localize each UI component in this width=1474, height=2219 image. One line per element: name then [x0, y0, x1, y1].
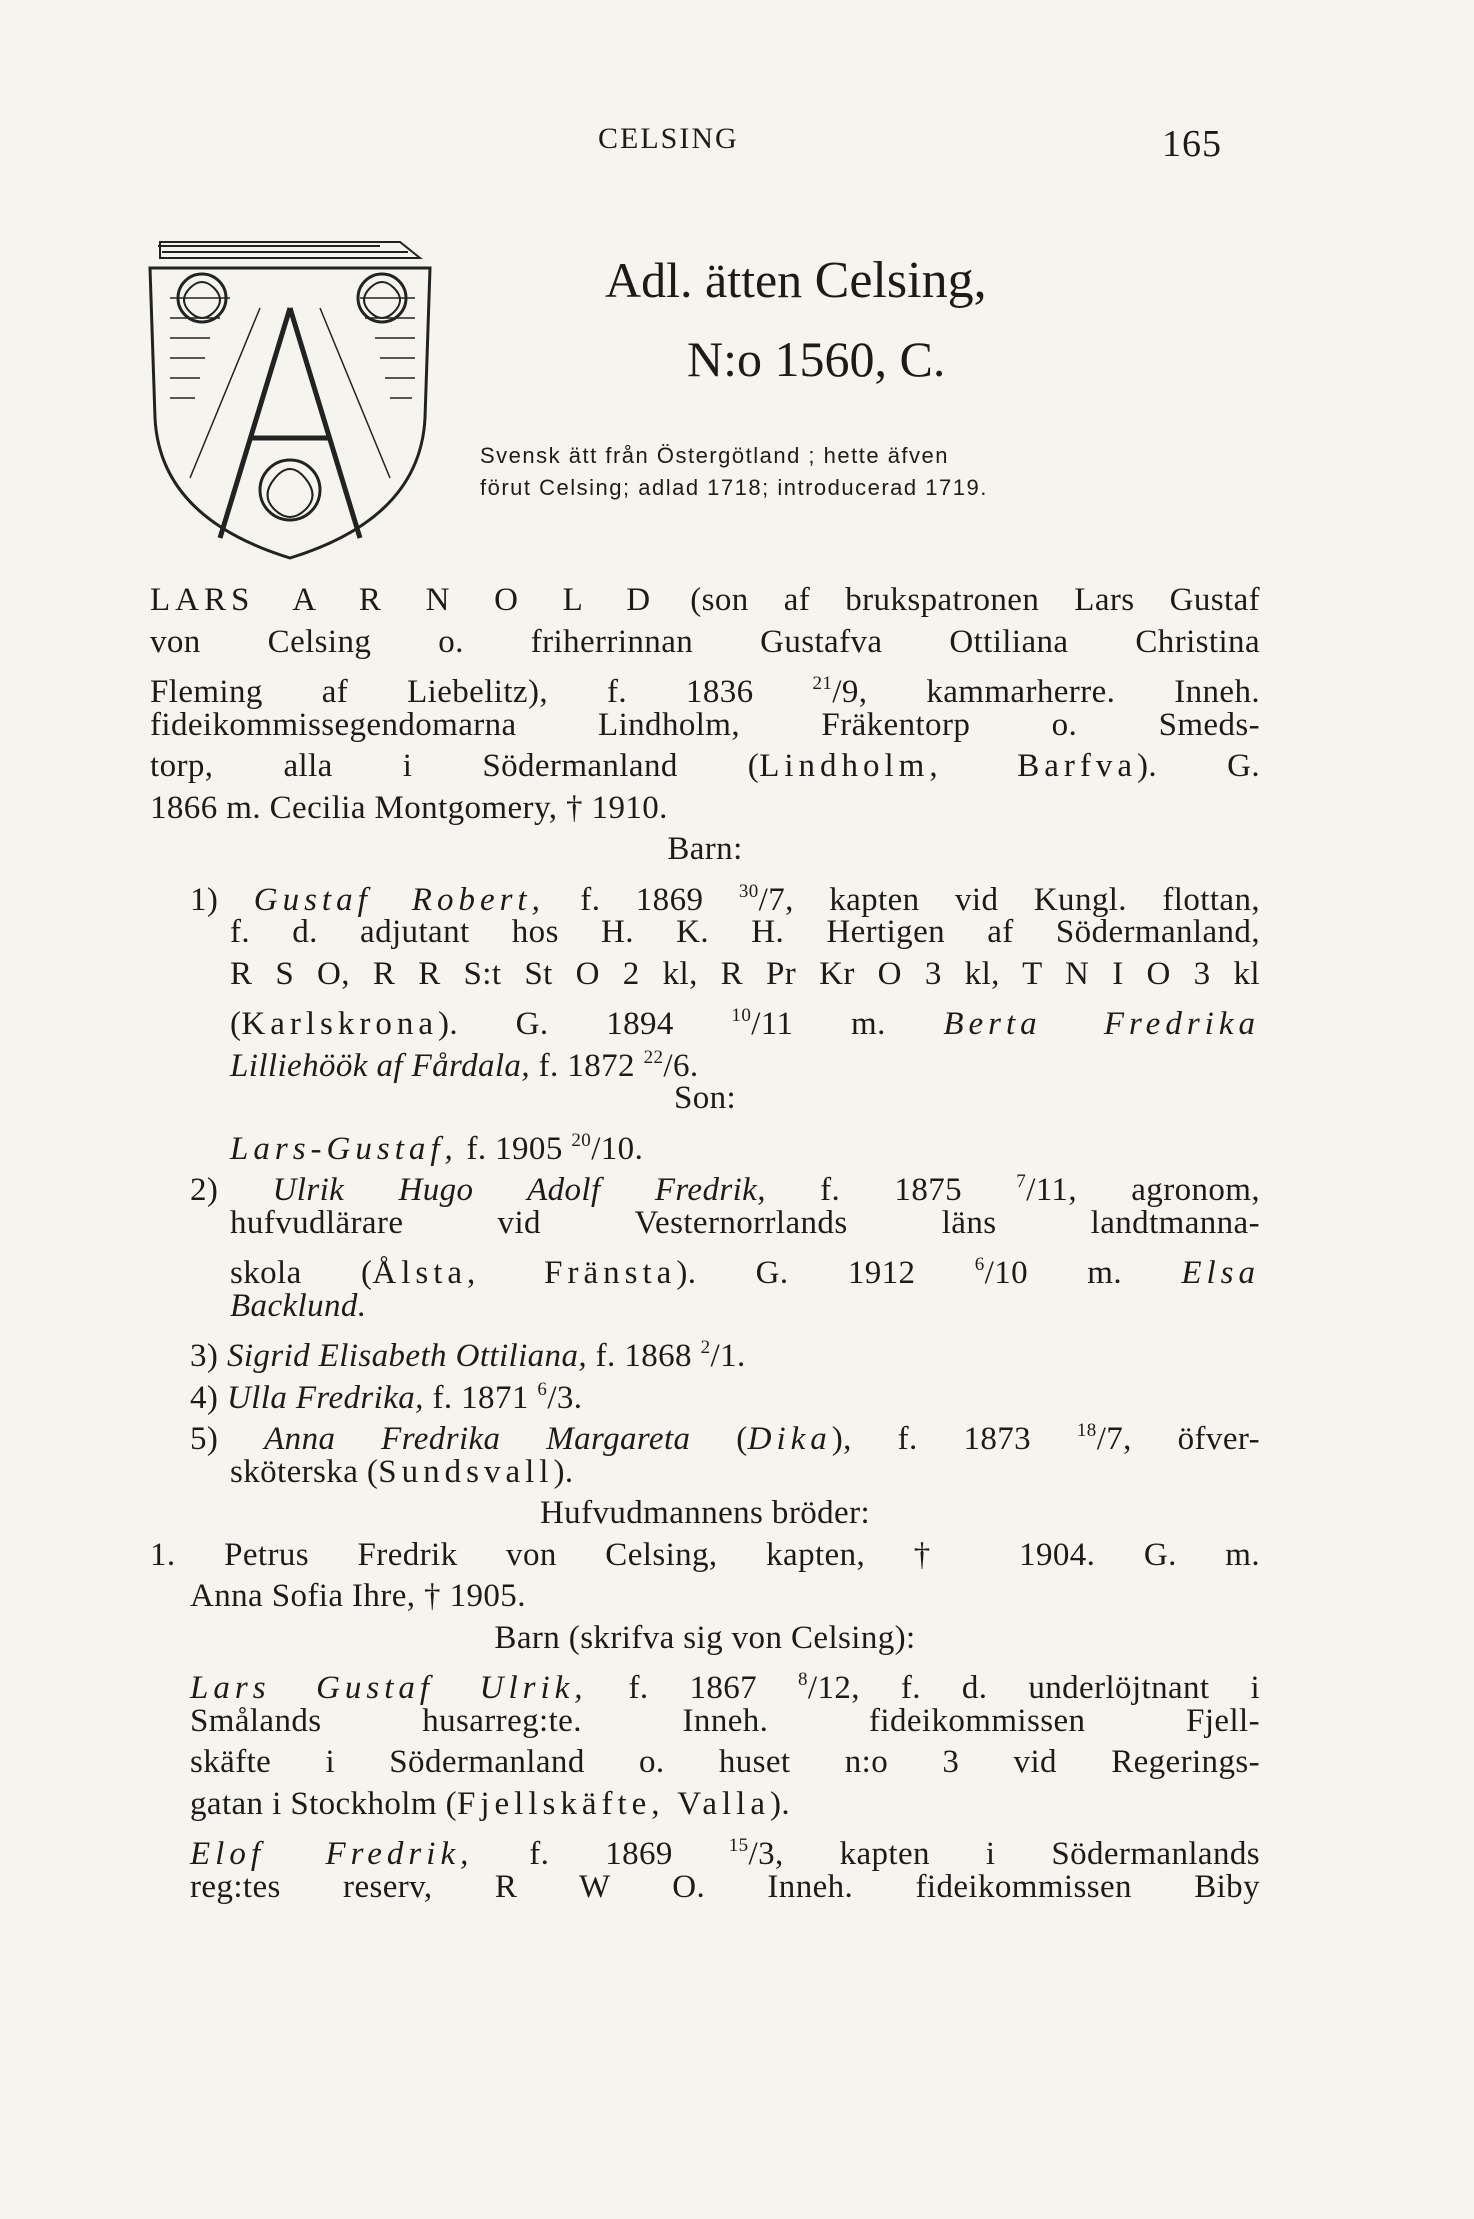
text-run: 1. Petrus Fredrik von Celsing, kapten, † 1904. G. m.: [150, 1536, 1260, 1573]
text-run: Sundsvall: [378, 1453, 554, 1490]
text-line: [150, 663, 1260, 710]
origin-line: förut Celsing; adlad 1718; introducerad 1719.: [480, 475, 988, 500]
text-run: Hufvudmannens bröder:: [539, 1495, 871, 1531]
date-superscript: 8: [798, 1669, 808, 1690]
text-line: [150, 788, 1260, 830]
family-number: N:o 1560, C.: [687, 331, 946, 387]
text-line: [150, 1825, 1260, 1872]
date-superscript: 6: [537, 1378, 548, 1400]
text-run: Lars Gustaf Ulrik,: [190, 1670, 588, 1706]
text-run: /6.: [663, 1047, 699, 1084]
text-line: [150, 912, 1260, 954]
text-run: 3): [190, 1338, 227, 1374]
text-run: ).: [770, 1785, 791, 1822]
text-run: Lindholm, Barfva: [759, 748, 1138, 784]
text-line: [150, 1493, 1260, 1535]
text-line: [150, 995, 1260, 1042]
text-line: [150, 1452, 1260, 1494]
text-run: f. 1872: [529, 1047, 644, 1084]
text-run: skola (: [230, 1255, 373, 1291]
text-run: /12, f. d. underlöjtnant i: [807, 1670, 1261, 1706]
family-heading: [605, 250, 987, 311]
text-run: f. 1869: [473, 1836, 729, 1872]
date-superscript: 6: [974, 1254, 985, 1275]
text-line: [150, 871, 1260, 918]
text-line: [150, 1203, 1260, 1245]
text-line: [150, 1078, 1260, 1120]
text-line: [150, 1410, 1260, 1457]
text-run: /11 m.: [751, 1006, 944, 1042]
text-line: [150, 1867, 1260, 1909]
page-number: 165: [1162, 123, 1222, 165]
date-superscript: 15: [728, 1835, 749, 1856]
text-run: Ålsta, Fränsta: [372, 1255, 677, 1291]
text-run: R S O, R R S:t St O 2 kl, R Pr Kr O 3 kl, T N I O 3 kl: [230, 955, 1260, 992]
date-superscript: 30: [738, 880, 759, 902]
text-run: 1866 m. Cecilia Montgomery, † 1910.: [150, 789, 668, 826]
text-run: (son af brukspatronen Lars Gustaf: [655, 582, 1261, 618]
text-run: Elof Fredrik,: [190, 1836, 474, 1872]
text-run: Ulrik Hugo Adolf Fredrik,: [272, 1172, 766, 1208]
text-line: [150, 746, 1260, 788]
text-run: skäfte i Södermanland o. huset n:o 3 vid Regerings-: [190, 1744, 1260, 1780]
family-heading-name: Celsing,: [814, 252, 987, 309]
text-run: f. 1905: [457, 1130, 572, 1167]
text-line: [150, 1369, 1260, 1416]
text-line: [150, 580, 1260, 622]
text-run: torp, alla i Södermanland (: [150, 748, 760, 784]
text-line: [150, 1161, 1260, 1208]
text-line: [150, 1784, 1260, 1826]
text-run: (: [230, 1006, 242, 1042]
text-run: /1.: [710, 1338, 746, 1374]
text-line: [150, 1327, 1260, 1374]
family-heading-prefix: Adl. ätten: [605, 252, 815, 308]
text-run: reg:tes reserv, R W O. Inneh. fideikommissen Biby: [190, 1868, 1260, 1905]
text-line: [150, 1701, 1260, 1743]
text-run: 4): [190, 1379, 227, 1416]
text-line: [150, 1037, 1260, 1084]
text-run: Lars-Gustaf,: [230, 1130, 458, 1167]
family-origin-note: [480, 440, 1260, 504]
text-run: /3, kapten i Södermanlands: [748, 1836, 1260, 1872]
text-run: Fleming af Liebelitz), f. 1836: [150, 674, 813, 710]
text-line: [150, 705, 1260, 747]
text-run: /10.: [591, 1130, 644, 1167]
text-run: von Celsing o. friherrinnan Gustafva Ottiliana Christina: [150, 623, 1260, 660]
text-run: Barn (skrifva sig von Celsing):: [494, 1619, 916, 1656]
text-run: f. 1871: [423, 1379, 538, 1416]
date-superscript: 21: [812, 673, 833, 694]
running-header-title: CELSING: [598, 122, 739, 155]
text-line: [150, 1120, 1260, 1167]
text-run: Fjellskäfte, Valla: [456, 1785, 770, 1822]
text-run: hufvudlärare vid Vesternorrlands läns landtmanna-: [230, 1204, 1260, 1241]
text-run: gatan i Stockholm (: [190, 1785, 457, 1822]
text-run: Anna Fredrika Margareta: [264, 1421, 691, 1457]
text-line: [150, 1576, 1260, 1618]
text-run: f. d. adjutant hos H. K. H. Hertigen af Södermanland,: [230, 914, 1260, 950]
date-superscript: 10: [731, 1005, 752, 1026]
text-line: [150, 1659, 1261, 1706]
text-line: [150, 1742, 1260, 1784]
text-run: Smålands husarreg:te. Inneh. fideikommissen Fjell-: [190, 1702, 1260, 1739]
text-run: /9, kammarherre. Inneh.: [832, 674, 1260, 710]
text-run: /10 m.: [984, 1255, 1182, 1291]
text-run: f. 1875: [765, 1172, 1017, 1208]
text-line: [150, 954, 1260, 996]
text-run: /3.: [547, 1379, 583, 1416]
text-run: (: [690, 1421, 748, 1457]
text-run: f. 1867: [587, 1670, 799, 1706]
date-superscript: 2: [700, 1337, 711, 1358]
date-superscript: 22: [643, 1046, 664, 1068]
text-run: ). G. 1912: [676, 1255, 975, 1291]
text-run: f. 1869: [544, 881, 739, 918]
text-run: Elsa: [1181, 1255, 1260, 1291]
text-run: Lilliehöök af Fårdala,: [230, 1047, 530, 1084]
text-run: Backlund.: [230, 1287, 367, 1324]
text-run: fideikommissegendomarna Lindholm, Fräkentorp o. Smeds-: [150, 706, 1260, 743]
text-run: Berta Fredrika: [943, 1006, 1260, 1042]
text-run: /7, kapten vid Kungl. flottan,: [758, 881, 1260, 918]
text-line: [150, 1244, 1260, 1291]
origin-line: Svensk ätt från Östergötland ; hette äfven: [480, 443, 950, 468]
text-run: sköterska (: [230, 1453, 379, 1490]
text-line: [150, 1535, 1260, 1577]
text-run: ), f. 1873: [831, 1421, 1077, 1457]
text-run: Dika: [747, 1421, 832, 1457]
text-run: Sigrid Elisabeth Ottiliana,: [226, 1338, 588, 1374]
text-run: Anna Sofia Ihre, † 1905.: [190, 1578, 526, 1614]
text-run: 1): [190, 881, 254, 918]
text-line: [150, 622, 1260, 664]
text-run: Barn:: [667, 831, 743, 867]
text-run: Son:: [673, 1080, 737, 1116]
date-superscript: 20: [571, 1129, 592, 1151]
text-line: [150, 829, 1260, 871]
text-run: ). G. 1894: [438, 1006, 732, 1042]
text-run: 5): [190, 1421, 265, 1457]
coat-of-arms-icon: [130, 228, 450, 568]
text-line: [150, 1618, 1260, 1660]
text-run: Ulla Fredrika,: [226, 1379, 424, 1416]
text-run: Karlskrona: [241, 1006, 439, 1042]
text-line: [150, 1286, 1260, 1328]
text-run: ).: [553, 1453, 574, 1490]
text-run: ). G.: [1137, 748, 1260, 784]
text-run: 2): [190, 1172, 273, 1208]
text-run: /11, agronom,: [1026, 1172, 1260, 1208]
text-run: f. 1868: [587, 1338, 701, 1374]
date-superscript: 7: [1016, 1171, 1027, 1192]
text-run: Gustaf Robert,: [253, 881, 545, 918]
date-superscript: 18: [1076, 1420, 1097, 1441]
text-run: /7, öfver-: [1096, 1421, 1260, 1457]
genealogy-text: [150, 580, 1260, 1908]
text-run: LARS A R N O L D: [150, 582, 656, 618]
